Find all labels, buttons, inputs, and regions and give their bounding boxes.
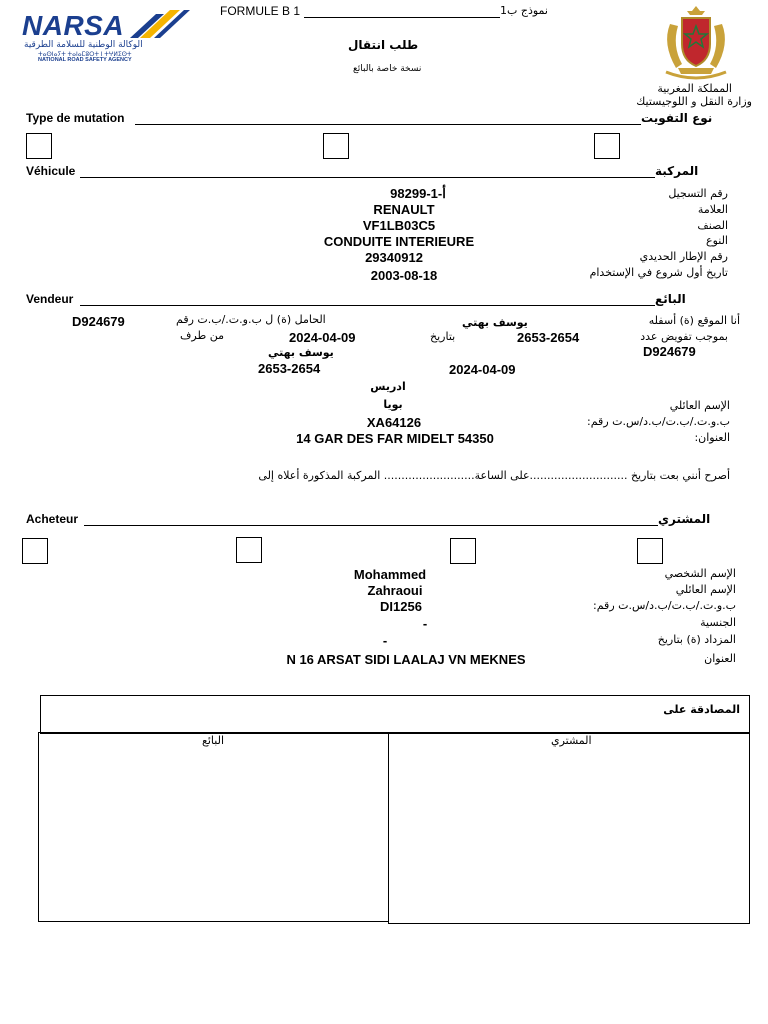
seller-label-ar: البائع bbox=[655, 292, 686, 306]
vehicle-field-label: رقم الإطار الحديدي bbox=[639, 250, 728, 263]
buyer-field-label: ب.و.ت./ب.ت/ب.د/س.ت رقم: bbox=[593, 599, 736, 612]
vehicle-field-label: النوع bbox=[706, 234, 728, 247]
form-code: FORMULE B 1 bbox=[220, 4, 301, 18]
vehicle-label-ar: المركبة bbox=[655, 164, 699, 178]
from-label: من طرف bbox=[180, 329, 224, 342]
date-label: بتاريخ bbox=[430, 330, 456, 343]
narsa-sub-tif: ⵜⴰⵙⵏⴰⵢⵜ ⵜⴰⵏⴰⵎⵓⵔⵜ ⵏ ⵜⵖⵍⵉⵙⵜ bbox=[38, 52, 132, 58]
narsa-sub-ar: الوكالة الوطنية للسلامة الطرقية bbox=[24, 40, 143, 50]
form-title: طلب انتقال bbox=[348, 38, 419, 52]
sale-declaration: أصرح أنني بعت بتاريخ ............................على الساعة.......................... المركبة المذكورة أعلاه إلى bbox=[258, 469, 730, 482]
vehicle-field-value: 29340912 bbox=[365, 250, 423, 265]
buyer-label-fr: Acheteur bbox=[26, 512, 79, 526]
buyer-signature-label: المشتري bbox=[551, 734, 592, 747]
buyer-field-value: N 16 ARSAT SIDI LAALAJ VN MEKNES bbox=[286, 652, 526, 667]
undersigned-label: أنا الموقع (ة) أسفله bbox=[648, 314, 740, 327]
seller-no-2: 2653-2654 bbox=[258, 361, 321, 376]
mandate-label: بموجب تفويض عدد bbox=[640, 330, 728, 343]
vehicle-field-value: 98299-أ-1 bbox=[390, 186, 446, 201]
buyer-field-value: Zahraoui bbox=[367, 583, 423, 598]
vehicle-field-value: RENAULT bbox=[373, 202, 435, 217]
seller-id-no: XA64126 bbox=[366, 415, 422, 430]
mutation-label-ar: نوع التفويت bbox=[641, 111, 713, 125]
narsa-stripes-icon bbox=[130, 8, 192, 40]
mutation-checkbox-3[interactable] bbox=[594, 133, 620, 159]
holder-id: D924679 bbox=[72, 314, 125, 329]
vehicle-field-label: العلامة bbox=[697, 203, 728, 216]
mandate-no: 2653-2654 bbox=[517, 330, 580, 345]
seller-signature-box[interactable] bbox=[38, 732, 389, 922]
buyer-signature-box[interactable] bbox=[388, 732, 750, 924]
kingdom-label: المملكة المغربية bbox=[657, 82, 732, 95]
seller-date-1: 2024-04-09 bbox=[289, 330, 356, 345]
seller-name-1: يوسف بهتي bbox=[462, 316, 528, 329]
form-code-ar: نموذج ب1 bbox=[500, 4, 548, 17]
buyer-field-label: الإسم العائلي bbox=[675, 583, 736, 596]
coat-of-arms-icon bbox=[656, 2, 736, 82]
ministry-label: وزارة النقل و اللوجيستيك bbox=[636, 95, 752, 108]
seller-name-2: يوسف بهتي bbox=[268, 346, 334, 359]
buyer-field-label: المزداد (ة) بتاريخ bbox=[657, 633, 736, 646]
buyer-checkbox-4[interactable] bbox=[637, 538, 663, 564]
vehicle-field-value: 2003-08-18 bbox=[370, 268, 438, 283]
buyer-field-value: Mohammed bbox=[353, 567, 427, 582]
form-subtitle: نسخة خاصة بالبائع bbox=[353, 64, 422, 74]
vehicle-label-fr: Véhicule bbox=[26, 164, 76, 178]
vehicle-field-label: تاريخ أول شروع في الإستخدام bbox=[589, 266, 728, 279]
mutation-checkbox-2[interactable] bbox=[323, 133, 349, 159]
address-label: العنوان: bbox=[694, 431, 730, 444]
buyer-field-label: الجنسية bbox=[700, 616, 736, 629]
seller-address: 14 GAR DES FAR MIDELT 54350 bbox=[296, 431, 494, 446]
id-label: ب.و.ت./ب.ت/ب.د/س.ت رقم: bbox=[587, 415, 730, 428]
buyer-field-label: العنوان bbox=[704, 652, 736, 665]
buyer-checkbox-2[interactable] bbox=[236, 537, 262, 563]
mutation-checkbox-1[interactable] bbox=[26, 133, 52, 159]
certification-header-box bbox=[40, 695, 750, 734]
mutation-label-fr: Type de mutation bbox=[26, 111, 125, 125]
narsa-sub-en: NATIONAL ROAD SAFETY AGENCY bbox=[38, 57, 132, 63]
buyer-field-value: - bbox=[422, 616, 428, 631]
seller-first-name: بويا bbox=[383, 398, 403, 411]
vehicle-field-value: CONDUITE INTERIEURE bbox=[323, 234, 475, 249]
certification-title: المصادقة على bbox=[663, 703, 740, 716]
family-name-label: الإسم العائلي bbox=[669, 399, 730, 412]
buyer-field-value: DI1256 bbox=[380, 599, 422, 614]
holder-label: الحامل (ة) ل ب.و.ت./ب.ت رقم bbox=[176, 313, 326, 326]
buyer-field-label: الإسم الشخصي bbox=[664, 567, 736, 580]
seller-family-name: ادريس bbox=[370, 380, 406, 393]
buyer-field-value: - bbox=[382, 633, 388, 648]
buyer-checkbox-3[interactable] bbox=[450, 538, 476, 564]
seller-label-fr: Vendeur bbox=[26, 292, 74, 306]
mandate-id: D924679 bbox=[643, 344, 696, 359]
narsa-logo-text: NARSA bbox=[22, 10, 125, 41]
seller-signature-label: البائع bbox=[202, 734, 224, 747]
buyer-checkbox-1[interactable] bbox=[22, 538, 48, 564]
buyer-label-ar: المشتري bbox=[658, 512, 711, 526]
vehicle-field-label: رقم التسجيل bbox=[668, 187, 728, 200]
seller-date-2: 2024-04-09 bbox=[449, 362, 516, 377]
vehicle-field-label: الصنف bbox=[697, 219, 728, 232]
vehicle-field-value: VF1LB03C5 bbox=[362, 218, 436, 233]
